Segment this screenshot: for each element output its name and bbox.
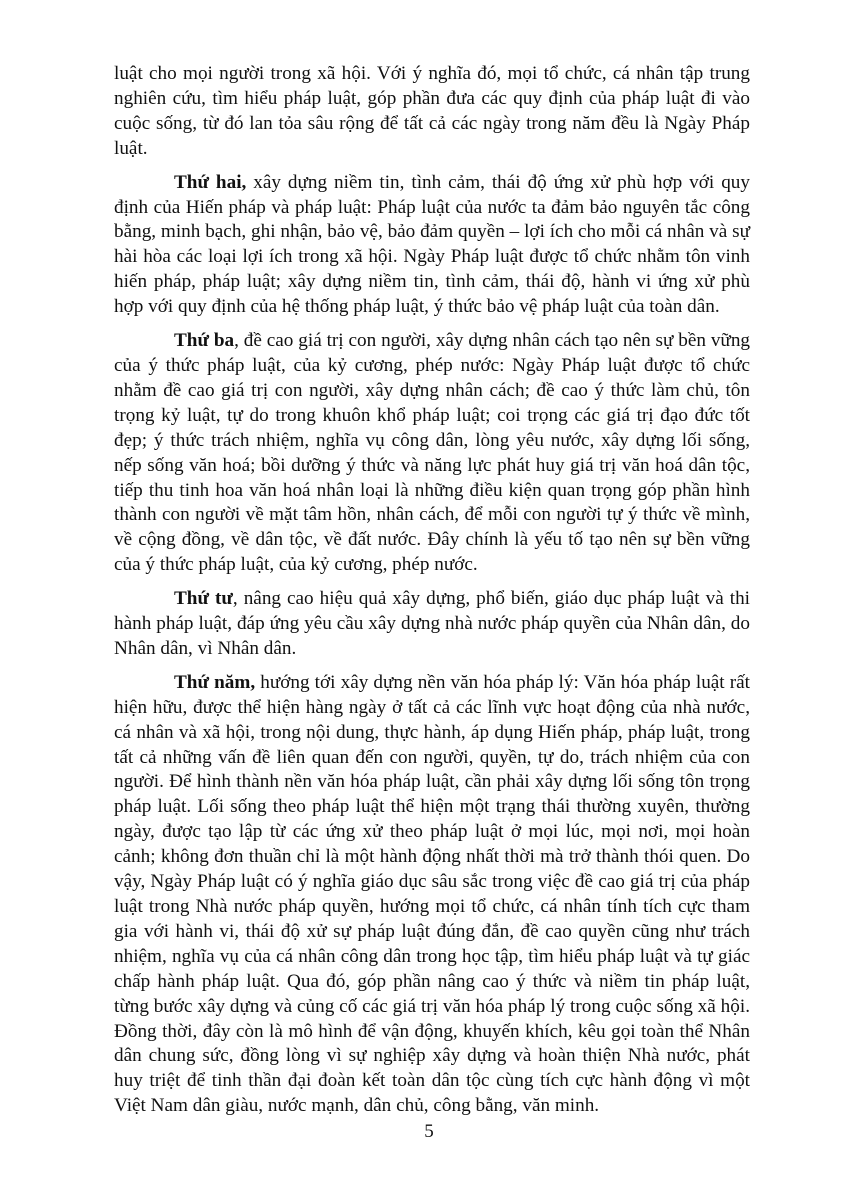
- paragraph-thu-tu: [114, 587, 750, 662]
- paragraph-lead: Thứ hai,: [174, 171, 247, 193]
- paragraph-text: luật cho mọi người trong xã hội. Với ý nghĩa đó, mọi tổ chức, cá nhân tập trung nghiên cứu, tìm hiểu pháp luật, góp phần đưa các quy định của pháp luật đi vào cuộc sống, từ đó lan tỏa sâu rộng để tất cả các ngày trong năm đều là Ngày Pháp luật.: [114, 63, 750, 159]
- page-number: 5: [424, 1121, 434, 1142]
- paragraph-continuation: [114, 62, 750, 162]
- paragraph-text: , đề cao giá trị con người, xây dựng nhân cách tạo nên sự bền vững của ý thức pháp luật, của kỷ cương, phép nước: Ngày Pháp luật được tổ chức nhằm đề cao giá trị con người, xây dựng nhân cách; đề cao ý thức làm chủ, tôn trọng kỷ luật, tự do trong khuôn khổ pháp luật; coi trọng các giá trị đạo đức tốt đẹp; ý thức trách nhiệm, nghĩa vụ công dân, lòng yêu nước, xây dựng lối sống, nếp sống văn hoá; bồi dưỡng ý thức và năng lực phát huy giá trị văn hoá dân tộc, tiếp thu tinh hoa văn hoá nhân loại là những điều kiện quan trọng góp phần hình thành con người về mặt tâm hồn, nhân cách, để mỗi con người tự ý thức về mình, về cộng đồng, về dân tộc, về đất nước. Đây chính là yếu tố tạo nên sự bền vững của ý thức pháp luật, của kỷ cương, phép nước.: [114, 330, 751, 576]
- paragraph-lead: Thứ tư: [174, 588, 233, 610]
- paragraph-lead: Thứ ba: [174, 330, 235, 352]
- paragraph-text: xây dựng niềm tin, tình cảm, thái độ ứng xử phù hợp với quy định của Hiến pháp và pháp luật: Pháp luật của nước ta đảm bảo nguyên tắc công bằng, minh bạch, ghi nhận, bảo vệ, bảo đảm quyền – lợi ích cho mỗi cá nhân và sự hài hòa các loại lợi ích trong xã hội. Ngày Pháp luật được tổ chức nhằm tôn vinh hiến pháp, pháp luật; xây dựng niềm tin, tình cảm, thái độ, hành vi ứng xử phù hợp với quy định của hệ thống pháp luật, ý thức bảo vệ pháp luật của toàn dân.: [114, 171, 750, 318]
- paragraph-text: hướng tới xây dựng nền văn hóa pháp lý: Văn hóa pháp luật rất hiện hữu, được thể hiện hàng ngày ở tất cả các lĩnh vực hoạt động của nhà nước, cá nhân và xã hội, trong nội dung, thực hành, áp dụng Hiến pháp, pháp luật, trong tất cả những vấn đề liên quan đến con người, quyền, tự do, trách nhiệm của con người. Để hình thành nền văn hóa pháp luật, cần phải xây dựng lối sống tôn trọng pháp luật. Lối sống theo pháp luật thể hiện một trạng thái thường xuyên, thường ngày, được tạo lập từ các ứng xử theo pháp luật ở mọi lúc, mọi nơi, mọi hoàn cảnh; không đơn thuần chỉ là một hành động nhất thời mà trở thành thói quen. Do vậy, Ngày Pháp luật có ý nghĩa giáo dục sâu sắc trong việc đề cao giá trị của pháp luật trong Nhà nước pháp quyền, hướng mọi tổ chức, cá nhân tính tích cực tham gia với hành vi, thái độ xử sự pháp luật đúng đắn, đề cao quyền cũng như trách nhiệm, nghĩa vụ của cá nhân công dân trong học tập, tìm hiểu pháp luật và tự giác chấp hành pháp luật. Qua đó, góp phần nâng cao ý thức và niềm tin pháp luật, từng bước xây dựng và củng cố các giá trị văn hóa pháp lý trong cuộc sống xã hội. Đồng thời, đây còn là mô hình để vận động, khuyến khích, kêu gọi toàn thể Nhân dân chung sức, đồng lòng vì sự nghiệp xây dựng và hoàn thiện Nhà nước, phát huy triệt để tinh thần đại đoàn kết toàn dân tộc cùng tích cực hành động vì một Việt Nam dân giàu, nước mạnh, dân chủ, công bằng, văn minh.: [114, 671, 750, 1117]
- document-page: [114, 62, 750, 1128]
- paragraph-thu-nam: [114, 671, 750, 1119]
- paragraph-lead: Thứ năm,: [174, 671, 256, 693]
- paragraph-thu-ba: [114, 329, 750, 578]
- paragraph-thu-hai: [114, 171, 750, 320]
- paragraph-text: , nâng cao hiệu quả xây dựng, phổ biến, giáo dục pháp luật và thi hành pháp luật, đáp ứng yêu cầu xây dựng nhà nước pháp quyền của Nhân dân, do Nhân dân, vì Nhân dân.: [114, 588, 750, 659]
